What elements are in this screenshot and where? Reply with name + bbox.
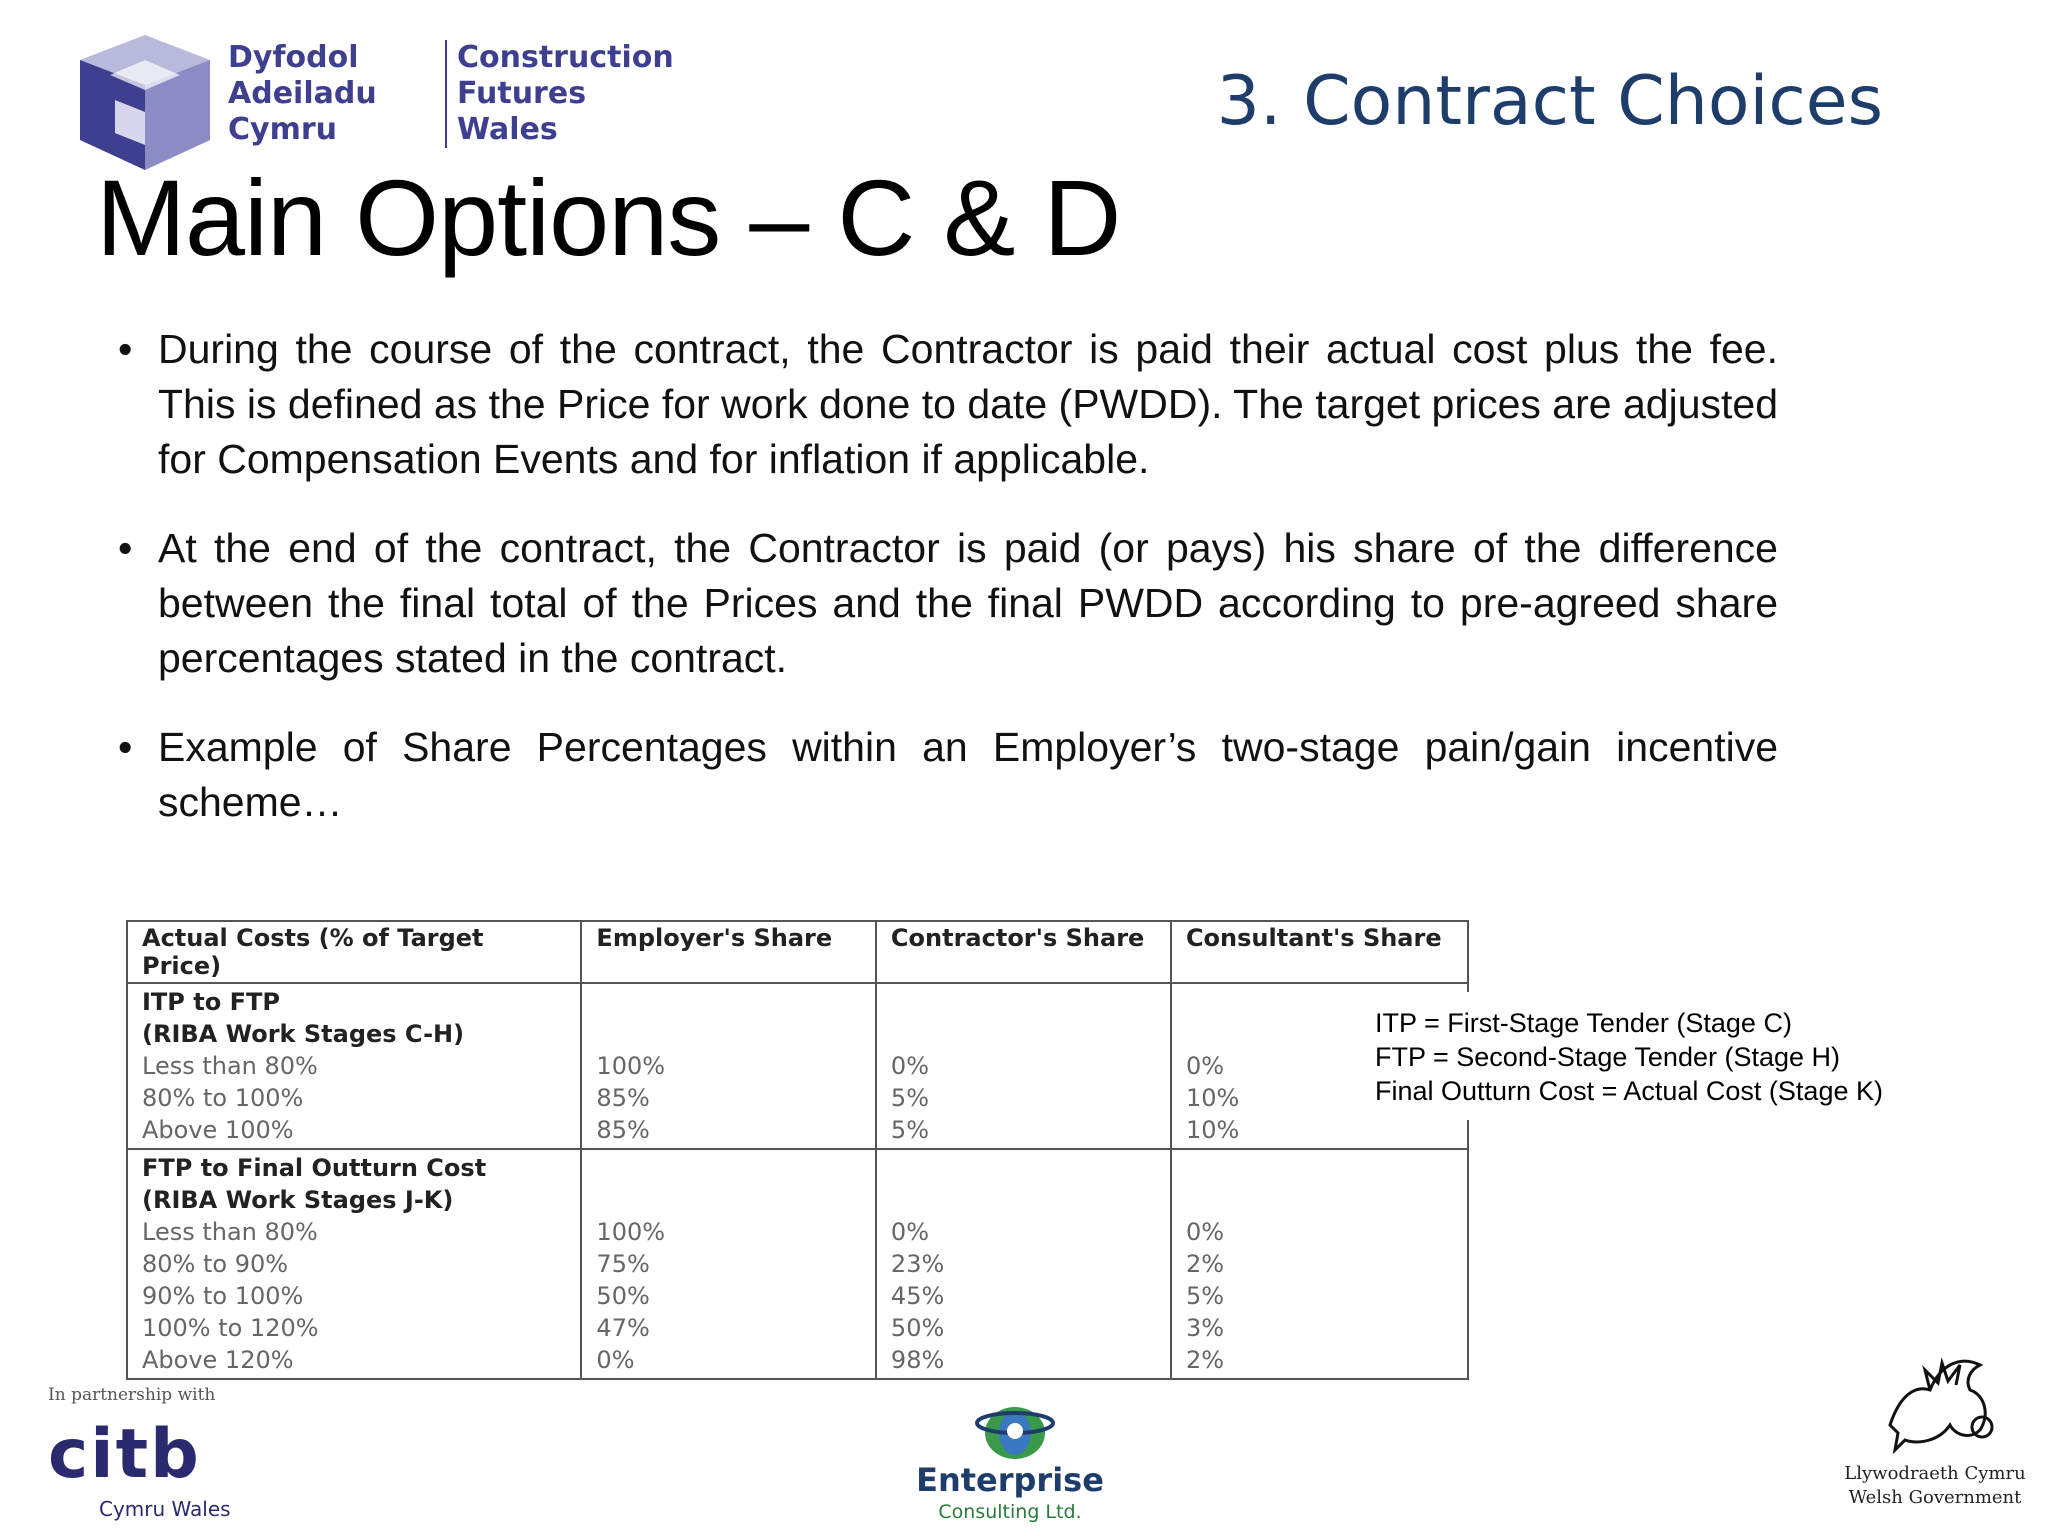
table-cell [876, 983, 1171, 1149]
bullet-list [118, 322, 1778, 864]
citb-subtitle: Cymru Wales [99, 1497, 231, 1521]
table-cell-value: 50% [596, 1282, 650, 1310]
main-title: Main Options – C & D [96, 157, 1121, 278]
table-header: Consultant's Share [1171, 921, 1468, 983]
table-cell-value: 100% [596, 1052, 666, 1080]
table-cell-value: 85% [596, 1116, 650, 1144]
table-cell-value: 0% [890, 1052, 929, 1080]
legend-line: Final Outturn Cost = Actual Cost (Stage K) [1375, 1076, 1883, 1106]
enterprise-consulting-logo [910, 1395, 1110, 1535]
table-cell-value: 90% to 100% [142, 1282, 304, 1310]
table-group-row [127, 1149, 1468, 1379]
table-cell [876, 1149, 1171, 1379]
table-cell-value: 98% [890, 1346, 945, 1374]
table-header: Employer's Share [581, 921, 876, 983]
table-cell [127, 1149, 581, 1379]
table-cell [581, 983, 876, 1149]
table-cell-value: 50% [890, 1314, 945, 1342]
table-cell [581, 1149, 876, 1379]
table-cell-value: 47% [596, 1314, 650, 1342]
group-subtitle: (RIBA Work Stages J-K) [142, 1186, 454, 1214]
logo-welsh-line: Cymru [228, 112, 337, 147]
table-cell-value: 10% [1185, 1084, 1240, 1112]
logo-english-line: Futures [457, 76, 587, 111]
table-cell-value: 0% [1185, 1218, 1225, 1246]
welsh-gov-line1: Llywodraeth Cymru [1844, 1463, 2026, 1484]
legend-line: FTP = Second-Stage Tender (Stage H) [1375, 1042, 1841, 1072]
bullet-item: • Example of Share Percentages within an Employer’s two-stage pain/gain incentive scheme… [118, 720, 1778, 830]
table-cell-value: 80% to 100% [142, 1084, 304, 1112]
table-cell-value: 85% [596, 1084, 650, 1112]
table-cell-value: 0% [1185, 1052, 1225, 1080]
logo-english-line: Construction [457, 40, 674, 75]
table-cell-value: Less than 80% [142, 1052, 318, 1080]
logo-welsh-line: Adeiladu [228, 76, 377, 111]
table-cell-value: 3% [1185, 1314, 1225, 1342]
table-cell-value: 2% [1185, 1250, 1225, 1278]
table-cell [127, 983, 581, 1149]
globe-logo-icon [975, 1395, 1055, 1465]
table-cell-value: Above 100% [142, 1116, 294, 1144]
table-cell-value: 100% [596, 1218, 666, 1246]
logo-welsh-text [228, 40, 377, 148]
table-cell-value: 45% [890, 1282, 945, 1310]
legend-line: ITP = First-Stage Tender (Stage C) [1375, 1008, 1792, 1038]
citb-logo [44, 1385, 264, 1525]
table-cell-value: Less than 80% [142, 1218, 318, 1246]
table-cell-value: 5% [1185, 1282, 1225, 1310]
table-cell-value: 10% [1185, 1116, 1240, 1144]
table-cell-value: 2% [1185, 1346, 1225, 1374]
table-header: Contractor's Share [876, 921, 1171, 983]
group-title: FTP to Final Outturn Cost [142, 1154, 487, 1182]
table-group-row [127, 983, 1468, 1149]
table-cell-value: 0% [890, 1218, 929, 1246]
section-title: 3. Contract Choices [1216, 62, 1883, 141]
table-cell-value: 23% [890, 1250, 945, 1278]
enterprise-subtitle: Consulting Ltd. [938, 1501, 1082, 1523]
logo-welsh-line: Dyfodol [228, 40, 359, 75]
welsh-government-logo [1840, 1345, 2030, 1515]
group-subtitle: (RIBA Work Stages C-H) [142, 1020, 465, 1048]
table-cell-value: 75% [596, 1250, 650, 1278]
enterprise-name: Enterprise [916, 1461, 1104, 1499]
table-cell-value: 5% [890, 1116, 929, 1144]
table-cell-value: 0% [596, 1346, 635, 1374]
table-cell-value: 5% [890, 1084, 929, 1112]
logo-english-text [445, 40, 674, 148]
logo-english-line: Wales [457, 112, 558, 147]
table-cell-value: 100% to 120% [142, 1314, 319, 1342]
group-title: ITP to FTP [142, 988, 280, 1016]
welsh-gov-line2: Welsh Government [1848, 1487, 2022, 1508]
table-cell [1171, 1149, 1468, 1379]
table-header-row [127, 921, 1468, 983]
table-cell-value: Above 120% [142, 1346, 294, 1374]
table-cell-value: 80% to 90% [142, 1250, 289, 1278]
share-percentages-table [126, 920, 1469, 1380]
citb-wordmark: citb [48, 1415, 201, 1494]
dragon-icon [1870, 1345, 2000, 1455]
citb-caption: In partnership with [48, 1385, 216, 1405]
table-header: Actual Costs (% of Target Price) [127, 921, 581, 983]
bullet-item: • During the course of the contract, the Contractor is paid their actual cost plus the fee. This is defined as the Price for work done to date (PWDD). The target prices are adjusted for Compensation Events and for inflation if applicable. [118, 322, 1778, 487]
abbreviation-legend [1315, 992, 1995, 1120]
bullet-item: • At the end of the contract, the Contractor is paid (or pays) his share of the difference between the final total of the Prices and the final PWDD according to pre-agreed share percentages stated in the contract. [118, 521, 1778, 686]
